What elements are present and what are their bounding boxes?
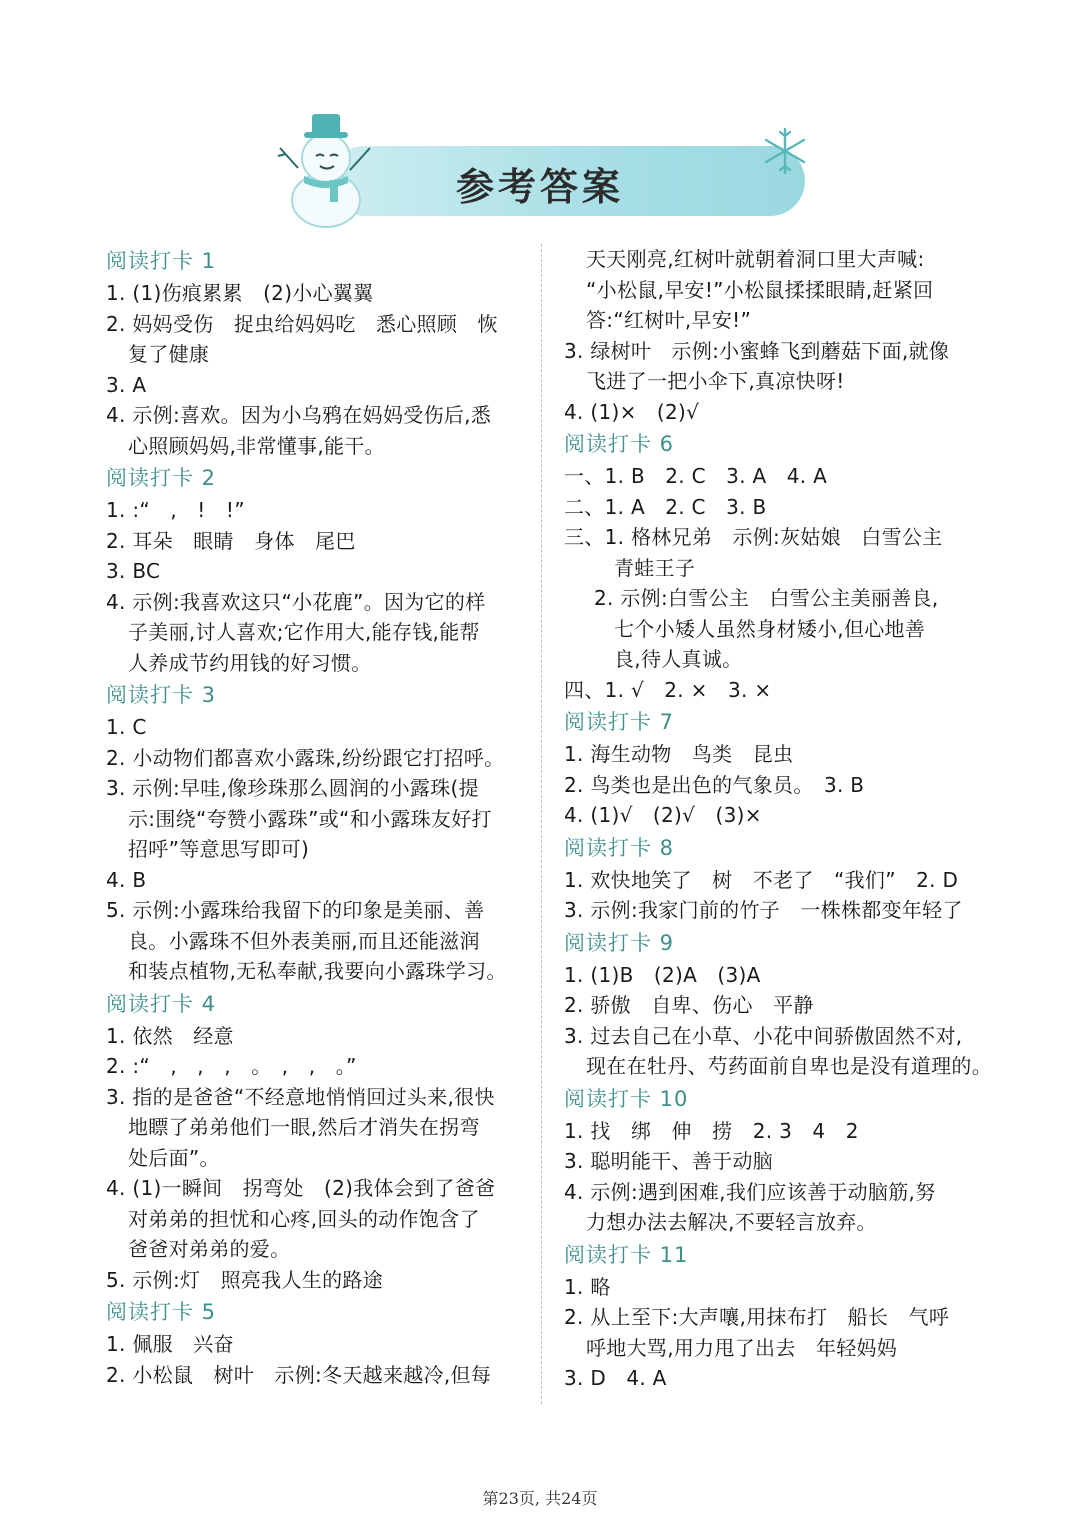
answer-line: 3. 过去自己在小草、小花中间骄傲固然不对, — [564, 1023, 963, 1048]
answer-line: 四、1. √ 2. × 3. × — [564, 677, 772, 702]
answer-banner — [270, 110, 815, 230]
answer-line: 1. 欢快地笑了 树 不老了 “我们” 2. D — [564, 867, 959, 892]
answer-line: 一、1. B 2. C 3. A 4. A — [564, 464, 828, 488]
answer-line: 1. 找 绑 伸 捞 2. 3 4 2 — [564, 1118, 859, 1143]
answer-line: 4. (1)× (2)√ — [564, 399, 700, 424]
answer-line-continuation: 七个小矮人虽然身材矮小,但心地善 — [614, 616, 926, 641]
answer-line-continuation: 子美丽,讨人喜欢;它作用大,能存钱,能帮 — [128, 620, 480, 644]
section-title: 阅读打卡 6 — [564, 432, 675, 456]
answer-line-continuation: 良。小露珠不但外表美丽,而且还能滋润 — [128, 928, 480, 953]
answer-line: 3. 绿树叶 示例:小蜜蜂飞到蘑菇下面,就像 — [564, 338, 950, 363]
answer-line: 4. (1)√ (2)√ (3)× — [564, 803, 762, 827]
answer-line: 4. 示例:我喜欢这只“小花鹿”。因为它的样 — [106, 589, 486, 614]
answer-line: 3. 示例:早哇,像珍珠那么圆润的小露珠(提 — [106, 776, 479, 800]
answer-line-continuation: 心照顾妈妈,非常懂事,能干。 — [128, 433, 385, 458]
answer-line-continuation: 对弟弟的担忧和心疼,回头的动作饱含了 — [128, 1206, 480, 1231]
answer-line-continuation: 招呼”等意思写即可) — [128, 837, 310, 861]
section-title: 阅读打卡 5 — [106, 1300, 217, 1324]
answer-line: 4. B — [106, 867, 147, 892]
section-title: 阅读打卡 8 — [564, 835, 675, 860]
section-title: 阅读打卡 2 — [106, 466, 217, 490]
answer-line: 3. D 4. A — [564, 1366, 667, 1390]
answer-line: 5. 示例:小露珠给我留下的印象是美丽、善 — [106, 898, 485, 922]
answer-line: 3. A — [106, 372, 147, 397]
answer-line: 2. 鸟类也是出色的气象员。 3. B — [564, 772, 865, 797]
answers-left-column — [106, 244, 526, 1390]
section-title: 阅读打卡 7 — [564, 710, 675, 734]
answer-line-continuation: 地瞟了弟弟他们一眼,然后才消失在拐弯 — [128, 1115, 480, 1139]
answer-line: 3. 指的是爸爸“不经意地悄悄回过头来,很快 — [106, 1084, 495, 1109]
snowman-icon — [270, 110, 380, 228]
answer-line: 4. 示例:喜欢。因为小乌鸦在妈妈受伤后,悉 — [106, 403, 492, 427]
answer-line-continuation: 处后面”。 — [128, 1145, 220, 1170]
answers-right-column — [564, 244, 992, 1394]
section-title: 阅读打卡 10 — [564, 1086, 689, 1111]
answer-line: 1. 海生动物 鸟类 昆虫 — [564, 742, 794, 766]
answer-line: 2. 耳朵 眼睛 身体 尾巴 — [106, 528, 356, 553]
answer-line: 3. 聪明能干、善于动脑 — [564, 1149, 774, 1173]
answer-line-continuation: 复了健康 — [128, 342, 210, 366]
section-title: 阅读打卡 4 — [106, 991, 217, 1016]
answer-line: 2. 小动物们都喜欢小露珠,纷纷跟它打招呼。 — [106, 745, 505, 770]
answer-line: 2. 妈妈受伤 捉虫给妈妈吃 悉心照顾 恢 — [106, 311, 498, 336]
answer-line: 5. 示例:灯 照亮我人生的路途 — [106, 1267, 383, 1292]
answer-line: 二、1. A 2. C 3. B — [564, 494, 767, 519]
answer-line: 2. 小松鼠 树叶 示例:冬天越来越冷,但每 — [106, 1362, 492, 1387]
answer-line: 三、1. 格林兄弟 示例:灰姑娘 白雪公主 — [564, 525, 943, 549]
answer-line: 1. C — [106, 715, 147, 739]
answer-line: 1. (1)B (2)A (3)A — [564, 962, 761, 987]
answer-line: 3. BC — [106, 559, 161, 583]
answer-line: 2. 示例:白雪公主 白雪公主美丽善良, — [594, 586, 939, 610]
answer-line: 1. 依然 经意 — [106, 1023, 234, 1048]
answer-line-continuation: 爸爸对弟弟的爱。 — [128, 1237, 291, 1261]
snowflake-icon — [760, 126, 810, 176]
section-title: 阅读打卡 3 — [106, 683, 217, 707]
column-divider — [541, 244, 542, 1404]
section-title: 阅读打卡 11 — [564, 1242, 689, 1267]
answer-line-continuation: 天天刚亮,红树叶就朝着洞口里大声喊: — [586, 247, 925, 271]
answer-line-continuation: 和装点植物,无私奉献,我要向小露珠学习。 — [128, 959, 507, 983]
answer-line: 1. 略 — [564, 1274, 611, 1299]
answer-line: 3. 示例:我家门前的竹子 一株株都变年轻了 — [564, 898, 963, 922]
answer-line: 1. (1)伤痕累累 (2)小心翼翼 — [106, 281, 374, 305]
answer-line: 1. :“ , ! !” — [106, 498, 245, 522]
answer-line-continuation: 人养成节约用钱的好习惯。 — [128, 650, 372, 675]
answer-line-continuation: 飞进了一把小伞下,真凉快呀! — [586, 369, 845, 393]
page-footer: 第23页, 共24页 — [482, 1489, 598, 1508]
answer-line-continuation: 力想办法去解决,不要轻言放弃。 — [586, 1210, 877, 1234]
answer-line-continuation: 青蛙王子 — [614, 555, 696, 580]
answer-line: 4. (1)一瞬间 拐弯处 (2)我体会到了爸爸 — [106, 1176, 496, 1200]
banner-title: 参考答案 — [456, 165, 625, 209]
answer-line-continuation: 示:围绕“夸赞小露珠”或“和小露珠友好打 — [128, 806, 492, 831]
answer-line: 1. 佩服 兴奋 — [106, 1332, 234, 1356]
answer-line-continuation: 良,待人真诚。 — [614, 647, 743, 671]
answer-line-continuation: 现在在牡丹、芍药面前自卑也是没有道理的。 — [586, 1054, 992, 1078]
section-title: 阅读打卡 9 — [564, 930, 675, 955]
answer-line: 4. 示例:遇到困难,我们应该善于动脑筋,努 — [564, 1179, 936, 1204]
answer-line: 2. :“ , , , 。 , , 。” — [106, 1054, 357, 1078]
answer-line: 2. 骄傲 自卑、伤心 平静 — [564, 993, 814, 1017]
answer-line-continuation: 呼地大骂,用力甩了出去 年轻妈妈 — [586, 1335, 898, 1360]
answer-line-continuation: 答:“红树叶,早安!” — [586, 308, 752, 332]
section-title: 阅读打卡 1 — [106, 249, 217, 273]
answer-line-continuation: “小松鼠,早安!”小松鼠揉揉眼睛,赶紧回 — [586, 277, 934, 302]
answer-line: 2. 从上至下:大声嚷,用抹布打 船长 气呼 — [564, 1305, 950, 1329]
